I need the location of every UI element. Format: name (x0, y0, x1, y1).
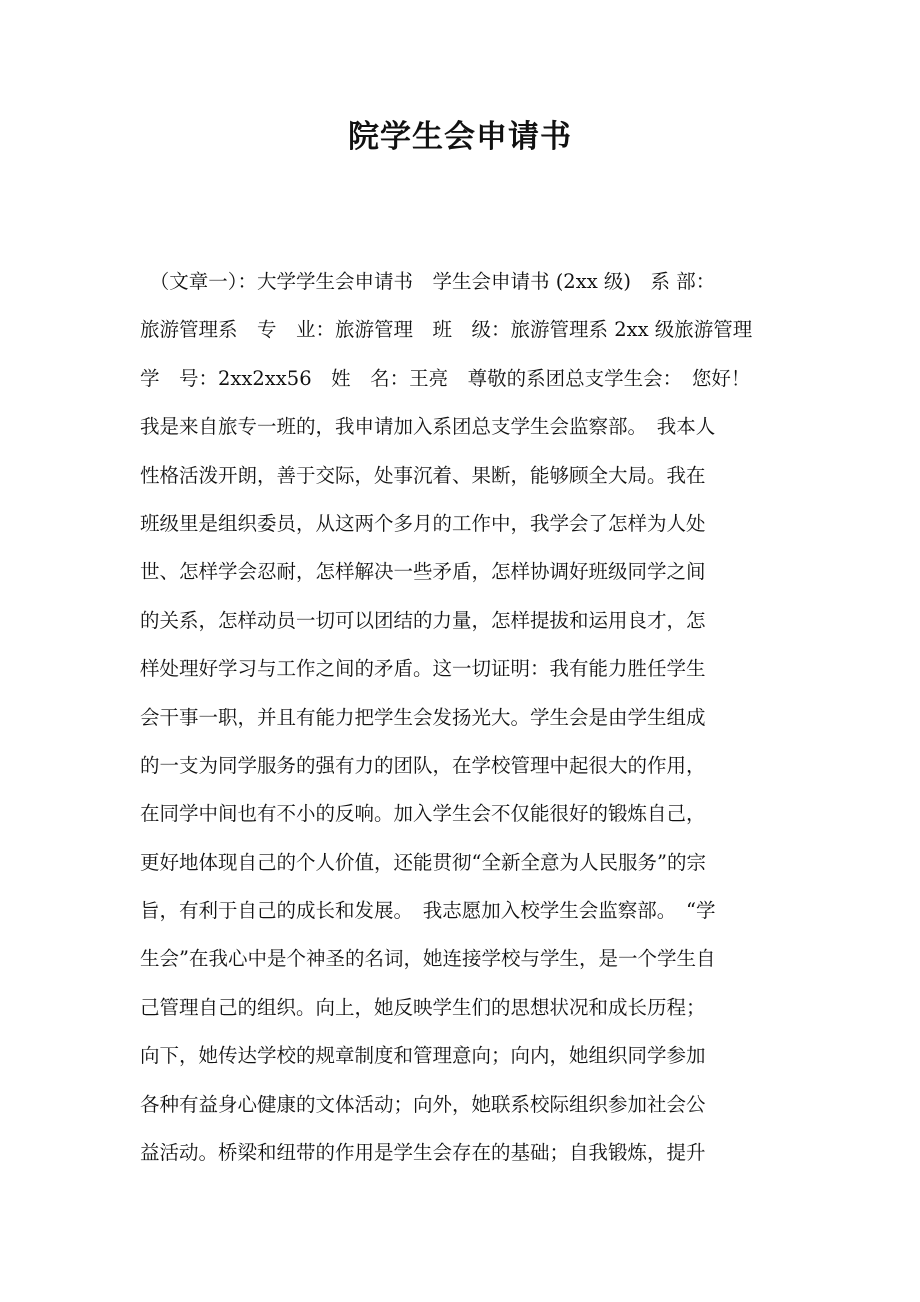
body-line: 样处理好学习与工作之间的矛盾。这一切证明：我有能力胜任学生 (140, 657, 706, 681)
body-line: 班级里是组织委员，从这两个多月的工作中，我学会了怎样为人处 (140, 511, 706, 535)
body-line: 更好地体现自己的个人价值，还能贯彻“全新全意为人民服务”的宗 (140, 850, 706, 874)
body-line: 性格活泼开朗，善于交际，处事沉着、果断，能够顾全大局。我在 (140, 463, 706, 487)
body-line: 的关系，怎样动员一切可以团结的力量，怎样提拔和运用良才，怎 (140, 608, 706, 632)
document-title: 院学生会申请书 (348, 119, 572, 155)
document-body (140, 258, 800, 1177)
body-line: 生会”在我心中是个神圣的名词，她连接学校与学生，是一个学生自 (140, 947, 716, 971)
body-line: 益活动。桥梁和纽带的作用是学生会存在的基础；自我锻炼，提升 (140, 1141, 706, 1165)
body-line: 的一支为同学服务的强有力的团队，在学校管理中起很大的作用， (140, 753, 706, 777)
body-line: 学 号：2xx2xx56 姓 名：王亮 尊敬的系团总支学生会： 您好！ (140, 366, 751, 390)
body-line: 向下，她传达学校的规章制度和管理意向；向内，她组织同学参加 (140, 1044, 706, 1068)
body-line: 旨，有利于自己的成长和发展。 我志愿加入校学生会监察部。 “学 (140, 899, 716, 923)
body-line: 在同学中间也有不小的反响。加入学生会不仅能很好的锻炼自己， (140, 802, 706, 826)
body-line: 己管理自己的组织。向上，她反映学生们的思想状况和成长历程； (140, 995, 706, 1019)
body-line: 世、怎样学会忍耐，怎样解决一些矛盾，怎样协调好班级同学之间 (140, 560, 706, 584)
body-line: 旅游管理系 专 业：旅游管理 班 级：旅游管理系 2xx 级旅游管理 (140, 318, 753, 342)
body-line: 我是来自旅专一班的，我申请加入系团总支学生会监察部。 我本人 (140, 415, 716, 439)
body-line: （文章一）：大学学生会申请书 学生会申请书 (2xx 级) 系 部： (140, 270, 716, 293)
body-line: 各种有益身心健康的文体活动；向外，她联系校际组织参加社会公 (140, 1092, 706, 1116)
body-line: 会干事一职，并且有能力把学生会发扬光大。学生会是由学生组成 (140, 705, 706, 729)
